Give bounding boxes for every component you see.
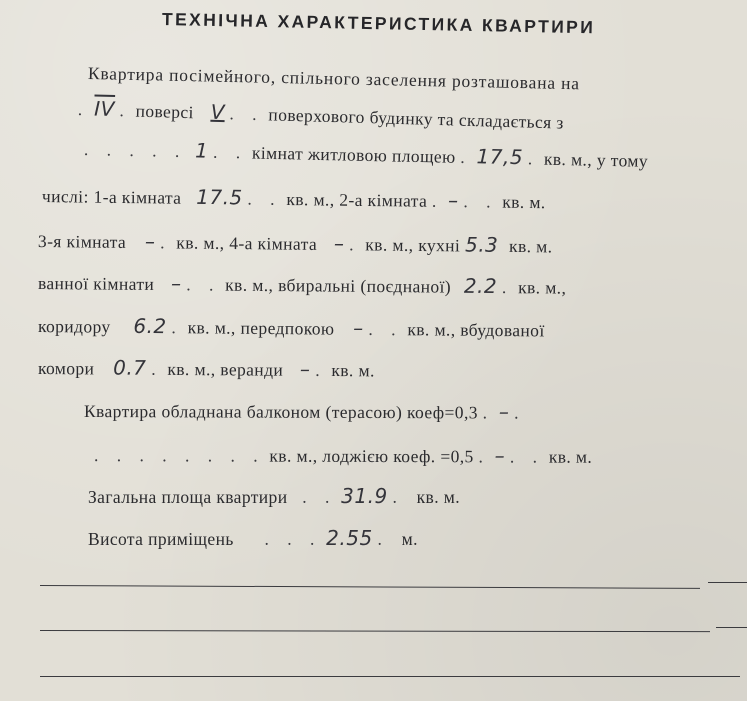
dot-leader: .: [119, 100, 132, 121]
dot-leader: .: [160, 232, 172, 253]
text-line-1: [88, 63, 580, 94]
blank-rule-1-end: [708, 582, 747, 583]
dot-leader: .: [377, 529, 389, 549]
blank-rule-2-end: [716, 627, 747, 628]
dot-leader: . .: [186, 274, 221, 295]
text-line-8: [38, 355, 375, 381]
line-text: кв. м., вбиральні (поєднаної): [225, 274, 452, 297]
handwritten-veranda-area: –: [299, 356, 311, 381]
line-text: кв. м., кухні: [365, 234, 461, 256]
text-line-4: [42, 183, 546, 213]
line-text: кв. м.,: [518, 277, 567, 298]
dot-leader: .: [478, 446, 490, 467]
handwritten-total-area: 31.9: [341, 484, 388, 508]
line-text: м.: [401, 529, 418, 549]
text-line-10: [94, 442, 592, 468]
line-text: кв. м., 4-а кімната: [176, 232, 318, 254]
dot-leader: .: [501, 277, 514, 298]
line-text: ванної кімнати: [37, 273, 155, 295]
handwritten-room-count: 1: [194, 138, 209, 163]
dot-leader: .: [514, 402, 526, 423]
line-text: кв. м.: [331, 360, 375, 381]
line-text: Квартира посімейного, спільного заселення розташована на: [87, 63, 581, 94]
text-line-7: [38, 313, 545, 341]
line-text: кв. м.: [548, 446, 593, 467]
handwritten-hallway-area: –: [353, 315, 364, 340]
dot-leader: . .: [368, 318, 403, 340]
dot-leader: . .: [247, 188, 282, 209]
handwritten-ceiling-height: 2.55: [326, 526, 373, 550]
line-text: кв. м.: [509, 235, 553, 257]
dot-leader: . .: [509, 446, 545, 467]
line-text: кв. м., веранди: [167, 358, 284, 380]
dot-leader: .: [315, 359, 327, 381]
blank-rule-1: [40, 585, 700, 589]
line-text: комори: [37, 358, 95, 379]
line-text: поверхового будинку та складається з: [268, 104, 565, 133]
dot-leader: . . . . .: [83, 139, 187, 162]
line-text: кв. м., у тому: [543, 148, 649, 171]
line-text: кв. м., вбудованої: [407, 319, 545, 341]
dot-leader: .: [431, 190, 444, 211]
handwritten-floor: ІV: [93, 96, 116, 122]
line-text: Квартира обладнана балконом (терасою) коеф=0,3: [83, 401, 478, 423]
line-text: кв. м., передпокою: [187, 317, 335, 339]
handwritten-living-area: 17,5: [476, 144, 524, 170]
dot-leader: .: [527, 148, 540, 169]
text-line-2: [78, 96, 564, 134]
line-text: кімнат житловою площею: [251, 142, 456, 167]
line-text: Загальна площа квартири: [88, 487, 288, 507]
blank-rule-3: [40, 676, 740, 677]
dot-leader: .: [460, 146, 472, 168]
handwritten-room1-area: 17.5: [196, 184, 243, 210]
text-line-6: [38, 270, 566, 299]
line-text: кв. м., лоджією коеф. =0,5: [269, 445, 474, 467]
blank-rule-2: [40, 630, 710, 632]
dot-leader: .: [349, 234, 361, 255]
dot-leader: .: [392, 487, 404, 507]
dot-leader: . . .: [264, 529, 322, 549]
handwritten-kitchen-area: 5.3: [464, 232, 499, 257]
handwritten-balcony-area: –: [498, 399, 510, 424]
dot-leader: . .: [229, 103, 264, 125]
text-line-5: [38, 228, 553, 257]
handwritten-room4-area: –: [333, 231, 345, 256]
handwritten-floors-total: V: [210, 99, 226, 125]
dot-leader: . .: [302, 487, 337, 507]
line-text: поверсі: [135, 100, 195, 123]
handwritten-corridor-area: 6.2: [133, 313, 167, 339]
dot-leader: . .: [463, 191, 498, 212]
dot-leader: .: [77, 99, 90, 120]
dot-leader: .: [482, 402, 495, 423]
text-line-9: [84, 398, 526, 424]
handwritten-loggia-area: –: [494, 443, 506, 468]
line-text: кв. м.: [502, 191, 546, 213]
document-title: ТЕХНІЧНА ХАРАКТЕРИСТИКА КВАРТИРИ: [161, 9, 596, 38]
line-text: числі: 1-а кімната: [41, 186, 182, 208]
text-line-12: [88, 526, 418, 550]
handwritten-bathroom-area: –: [170, 271, 182, 296]
dot-leader: . . . . . . . .: [93, 445, 265, 466]
line-text: Висота приміщень: [88, 529, 234, 549]
text-line-3: [84, 136, 649, 172]
line-text: кв. м.: [416, 487, 461, 507]
handwritten-room3-area: –: [144, 229, 156, 254]
line-text: коридору: [37, 316, 111, 337]
dot-leader: . .: [212, 141, 248, 163]
handwritten-room2-area: –: [447, 187, 459, 213]
handwritten-storage-area: 0.7: [113, 355, 147, 380]
handwritten-toilet-area: 2.2: [463, 273, 498, 299]
dot-leader: .: [171, 317, 183, 338]
line-text: 3-я кімната: [37, 231, 127, 252]
dot-leader: .: [151, 358, 163, 379]
text-line-11: [88, 484, 460, 508]
line-text: кв. м., 2-а кімната: [286, 188, 428, 211]
